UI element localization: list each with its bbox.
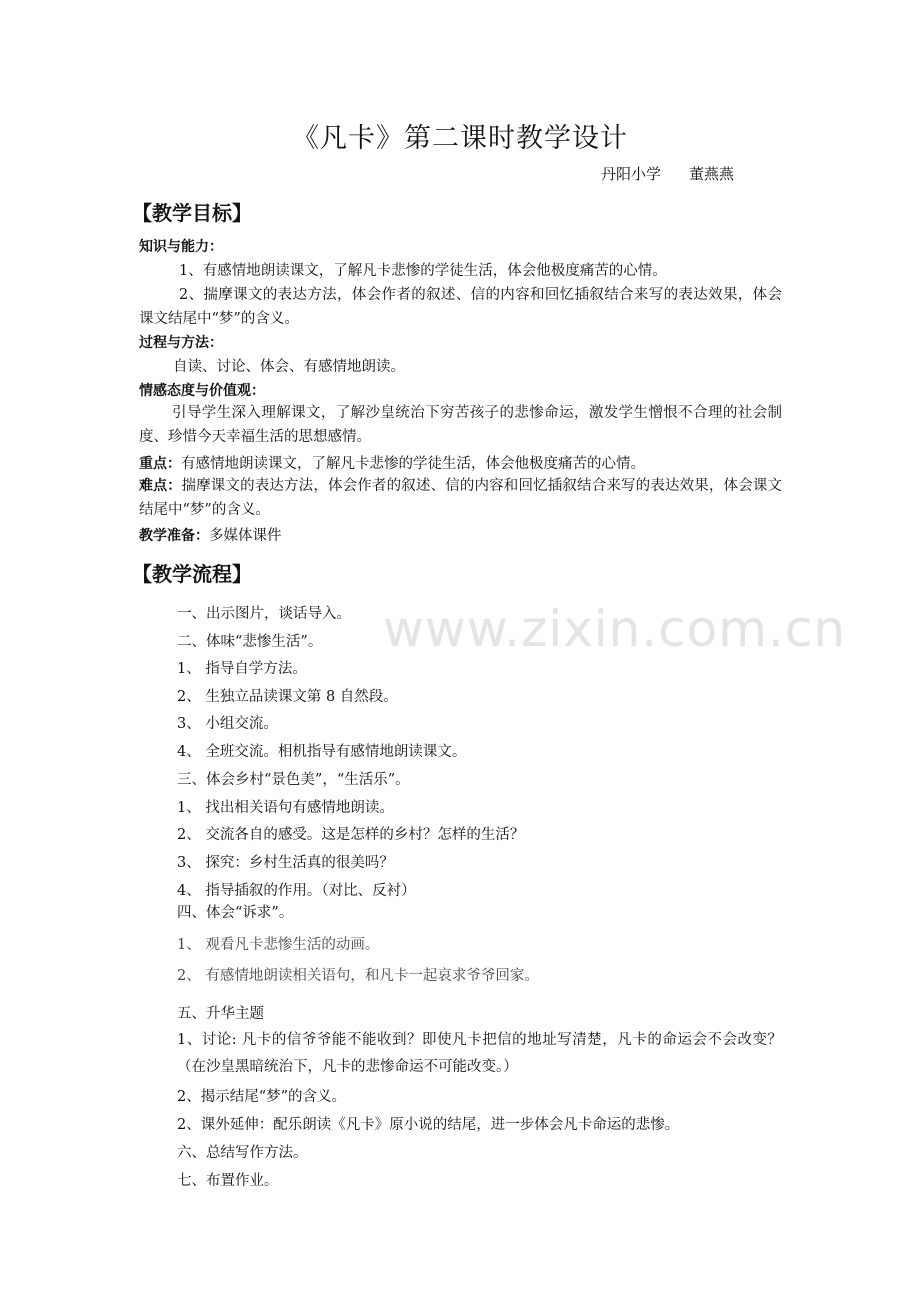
flow-item: 六、总结写作方法。 (177, 1145, 308, 1161)
flow-item: 七、布置作业。 (177, 1173, 279, 1189)
flow-heading: 【教学流程】 (132, 562, 252, 586)
byline (601, 163, 734, 184)
knowledge-item: 2、揣摩课文的表达方法，体会作者的叙述、信的内容和回忆插叙结合来写的表达效果，体会课文结尾中“梦”的含义。 (139, 287, 782, 327)
flow-item: 2、课外延伸：配乐朗读《凡卡》原小说的结尾，进一步体会凡卡命运的悲惨。 (177, 1117, 680, 1133)
flow-item: 1、 找出相关语句有感情地朗读。 (177, 800, 394, 816)
flow-item: 一、出示图片，谈话导入。 (177, 606, 351, 622)
flow-item: 1、 观看凡卡悲惨生活的动画。 (177, 937, 380, 953)
knowledge-item: 1、有感情地朗读课文，了解凡卡悲惨的学徒生活，体会他极度痛苦的心情。 (179, 263, 667, 279)
difficulty-label: 难点： (139, 478, 182, 494)
flow-item: 2、 生独立品读课文第 8 自然段。 (177, 689, 398, 705)
difficulty-point (139, 474, 782, 522)
flow-item: 2、 交流各自的感受。这是怎样的乡村？怎样的生活？ (177, 827, 525, 843)
flow-item: 4、 全班交流。相机指导有感情地朗读课文。 (177, 744, 467, 760)
flow-item: 1、讨论: 凡卡的信爷爷能不能收到？即使凡卡把信的地址写清楚，凡卡的命运会不会改变？（在沙皇黑暗统治下，凡卡的悲惨命运不可能改变。） (177, 1032, 782, 1075)
author-name: 董燕燕 (689, 165, 735, 183)
key-label: 重点： (139, 456, 181, 472)
watermark: www.zixin.com.cn (383, 600, 847, 658)
flow-item: 二、体味“悲惨生活”。 (177, 634, 323, 650)
preparation (139, 524, 282, 545)
prep-text: 多媒体课件 (209, 528, 282, 544)
key-point (139, 452, 645, 473)
flow-item: 四、体会“诉求”。 (177, 905, 294, 921)
emotion-text: 引导学生深入理解课文，了解沙皇统治下穷苦孩子的悲惨命运，激发学生憎恨不合理的社会制度、珍惜今天幸福生活的思想感情。 (139, 405, 782, 445)
author-school: 丹阳小学 (601, 165, 662, 183)
flow-item: 2、 有感情地朗读相关语句，和凡卡一起哀求爷爷回家。 (177, 968, 539, 984)
key-text: 有感情地朗读课文，了解凡卡悲惨的学徒生活，体会他极度痛苦的心情。 (181, 456, 645, 472)
flow-item: 4、 指导插叙的作用。（对比、反衬） (177, 883, 416, 899)
prep-label: 教学准备： (139, 528, 209, 544)
flow-item: 三、体会乡村“景色美”，“生活乐”。 (177, 772, 410, 788)
flow-item: 五、升华主题 (177, 1006, 264, 1022)
knowledge-label: 知识与能力： (139, 239, 223, 255)
process-text: 自读、讨论、体会、有感情地朗读。 (173, 359, 405, 375)
flow-item: 3、 小组交流。 (177, 716, 278, 732)
difficulty-text: 揣摩课文的表达方法，体会作者的叙述、信的内容和回忆插叙结合来写的表达效果，体会课文结尾中“梦”的含义。 (139, 478, 783, 518)
flow-item: 3、 探究：乡村生活真的很美吗？ (177, 855, 394, 871)
goals-heading: 【教学目标】 (132, 201, 252, 225)
flow-item: 1、 指导自学方法。 (177, 661, 307, 677)
flow-item: 2、揭示结尾“梦”的含义。 (177, 1089, 347, 1105)
emotion-label: 情感态度与价值观： (139, 383, 265, 399)
document-title: 《凡卡》第二课时教学设计 (292, 123, 628, 154)
process-label: 过程与方法： (139, 335, 223, 351)
